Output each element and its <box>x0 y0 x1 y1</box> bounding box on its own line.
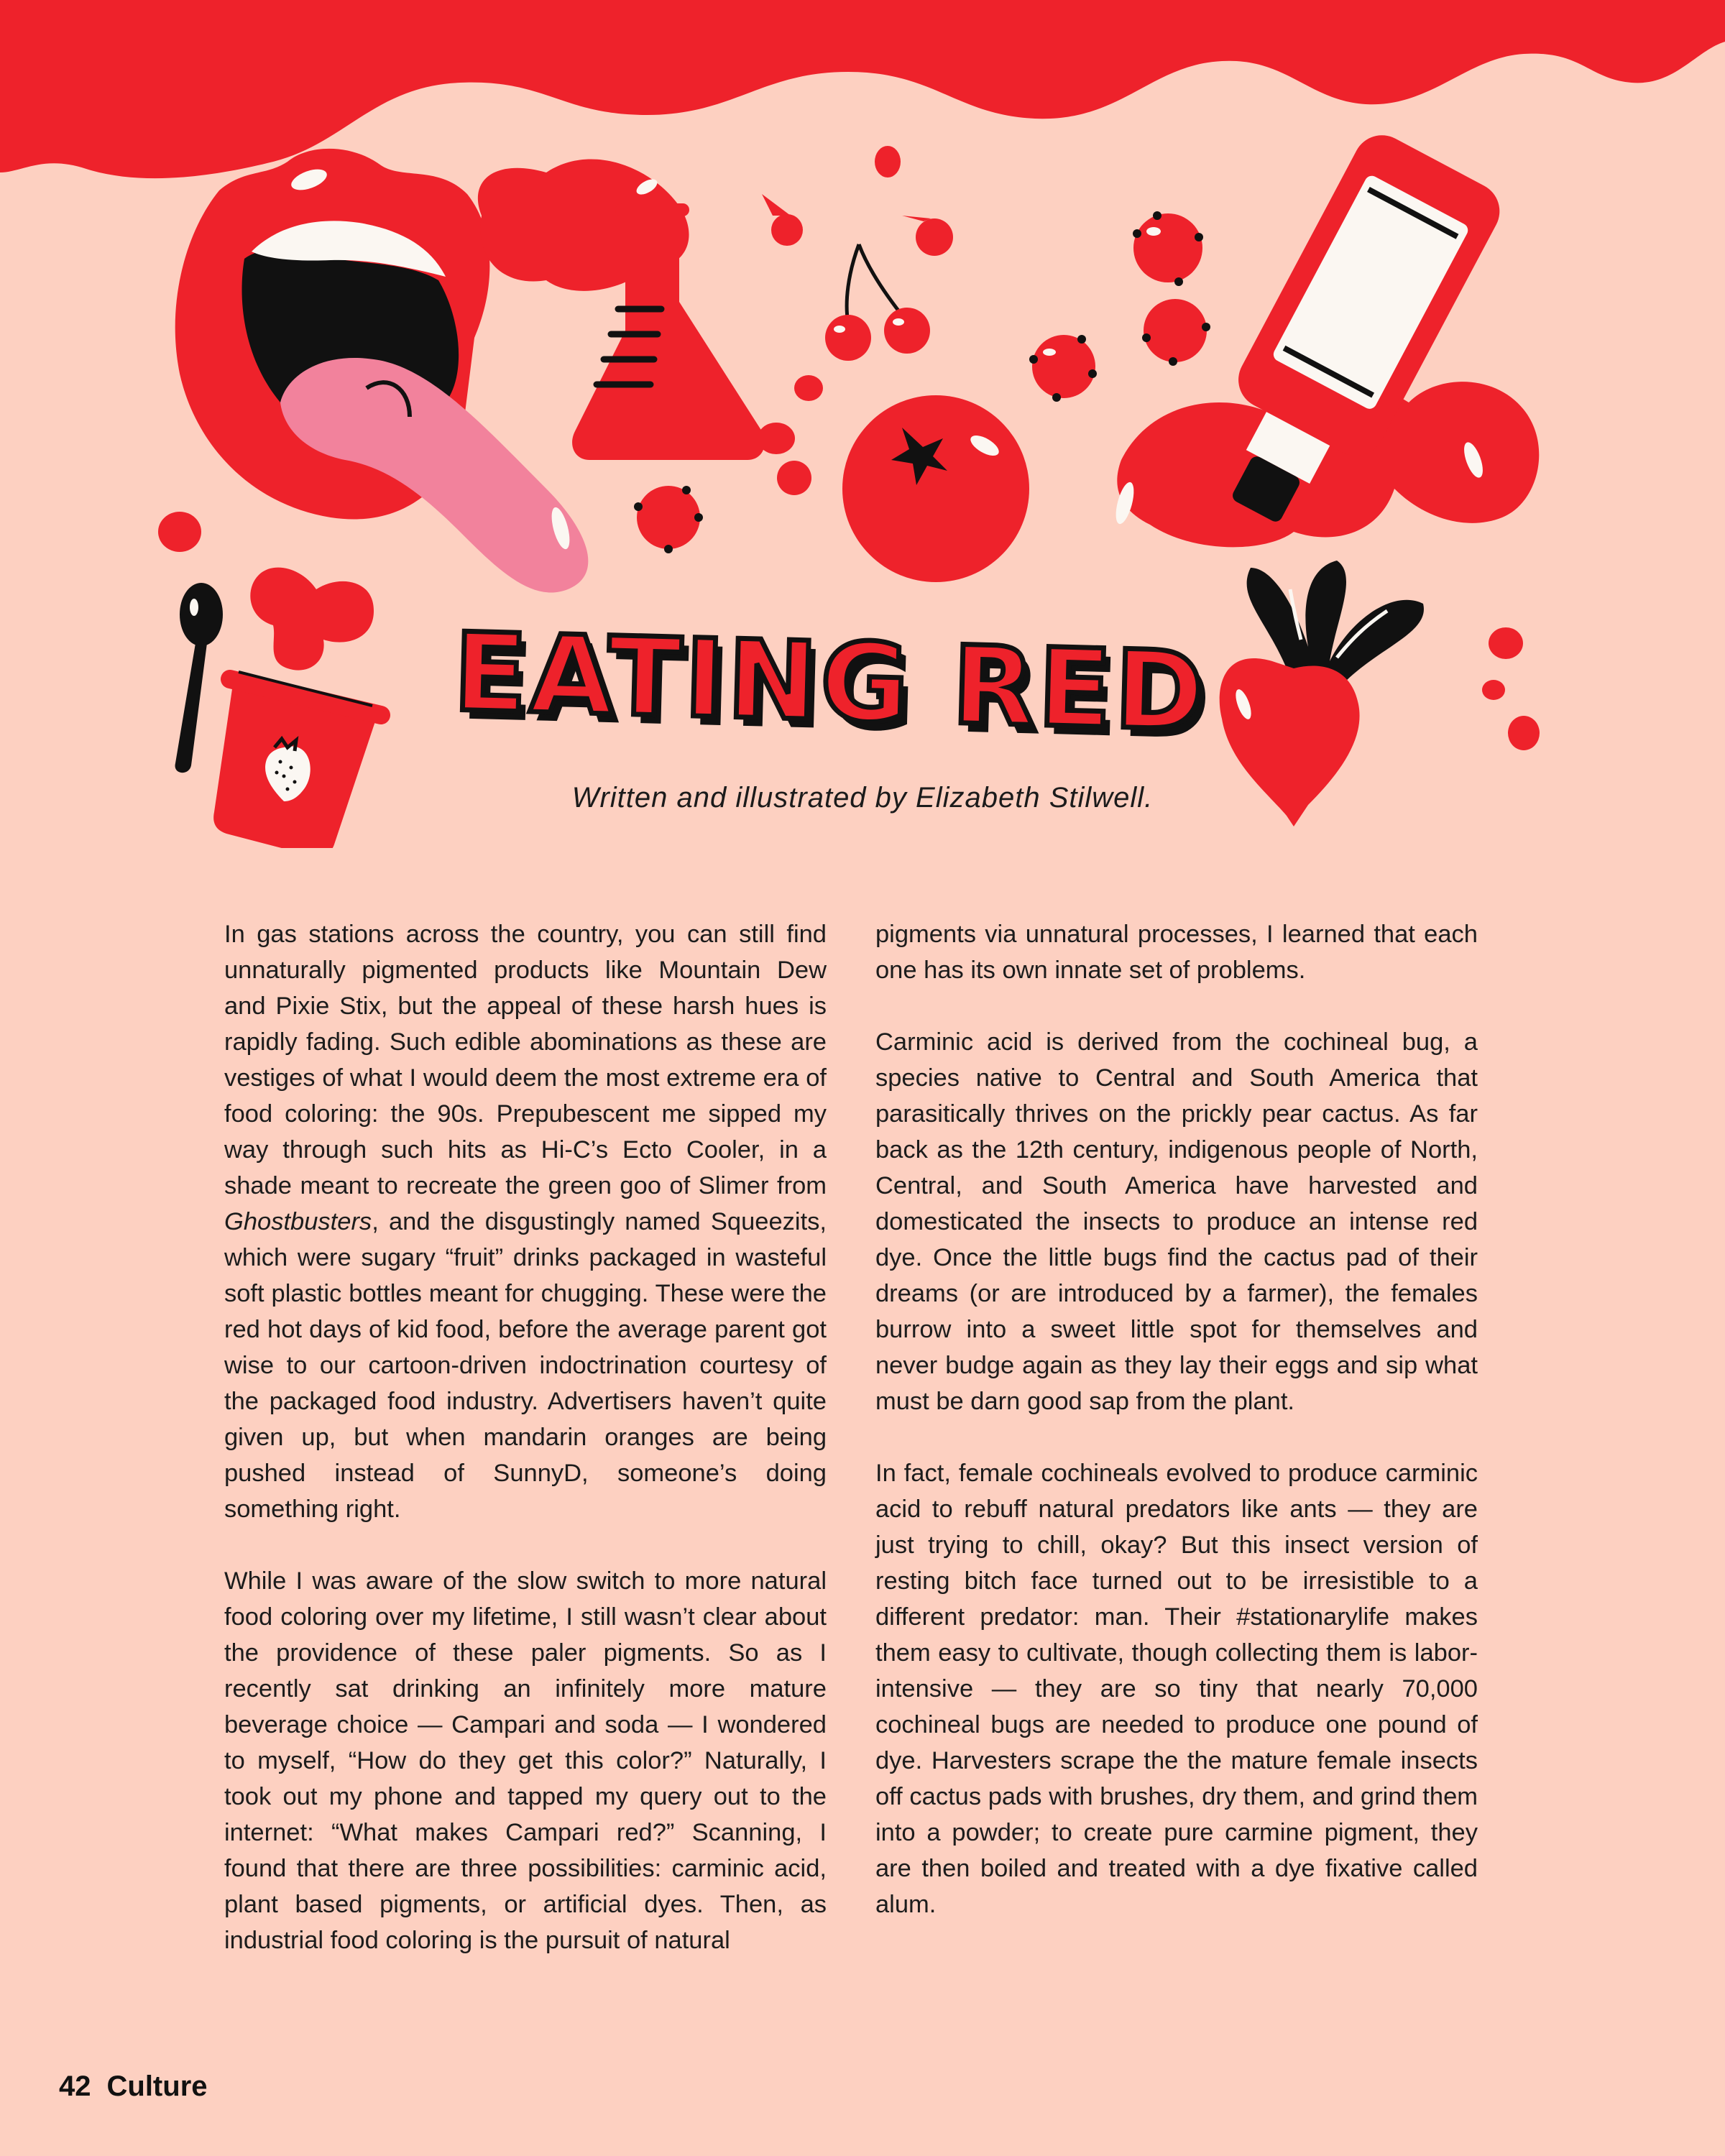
spoon-icon <box>175 583 223 773</box>
paragraph: pigments via unnatural processes, I learned that each one has its own innate set of problems. <box>875 921 1478 984</box>
drip-band <box>0 0 1725 178</box>
heart-blob <box>250 568 374 671</box>
paragraph: Carminic acid is derived from the cochineal bug, a species native to Central and South America that parasitically thrives on the prickly pear cactus. As far back as the 12th century, indigenous people of North, Central, and South America have harvested and domesticated the insects to produce an intense red dye. Once the little bugs find the cactus pad of their dreams (or are introduced by a farmer), the females burrow into a sweet little spot for themselves and never budge again as they lay their eggs and sip what must be darn good sap from the plant. <box>875 1028 1478 1415</box>
beaker-icon <box>478 159 765 460</box>
article-column-right <box>875 916 1478 1958</box>
section-name: Culture <box>106 2070 208 2102</box>
page-title: EATING RED <box>451 610 1209 755</box>
film-title: Ghostbusters <box>224 1208 372 1235</box>
yogurt-cup-icon <box>213 672 381 848</box>
page-number: 42 <box>59 2070 91 2102</box>
page-footer <box>59 2070 208 2103</box>
tomato-icon <box>842 395 1029 582</box>
byline: Written and illustrated by Elizabeth Stilwell. <box>571 782 1154 814</box>
paragraph: In fact, female cochineals evolved to produce carminic acid to rebuff natural predators like ants — they are just trying to chill, okay? But this insect version of resting bitch face turned out to be irresistible to a different predator: man. Their #stationarylife makes them easy to cultivate, though collecting them is labor-intensive — they are so tiny that nearly 70,000 cochineal bugs are needed to produce one pound of dye. Harvesters scrape the the mature female insects off cactus pads with brushes, dry them, and grind them into a powder; to create pure carmine pigment, they are then boiled and treated with a dye fixative called alum. <box>875 1460 1478 1918</box>
title-block <box>431 610 1229 762</box>
cherries-icon <box>825 244 930 361</box>
article-column-left <box>224 916 827 1994</box>
paragraph: While I was aware of the slow switch to more natural food coloring over my lifetime, I still wasn’t clear about the providence of these paler pigments. So as I recently sat drinking an infinitely more mature beverage choice — Campari and soda — I wondered to myself, “How do they get this color?” Naturally, I took out my phone and tapped my query out to the internet: “What makes Campari red?” Scanning, I found that there are three possibilities: carminic acid, plant based pigments, or artificial dyes. Then, as industrial food coloring is the pursuit of natural <box>224 1567 827 1954</box>
paragraph: In gas stations across the country, you can still find unnaturally pigmented products like Mountain Dew and Pixie Stix, but the appeal of these harsh hues is rapidly fading. Such edible abominations as these are vestiges of what I would deem the most extreme era of food coloring: the 90s. Prepubescent me sipped my way through such hits as Hi-C’s Ecto Cooler, in a shade meant to recreate the green goo of Slimer from Ghostbusters, and the disgustingly named Squeezits, which were sugary “fruit” drinks packaged in wasteful soft plastic bottles meant for chugging. These were the red hot days of kid food, before the average parent got wise to our cartoon-driven indoctrination courtesy of the packaged food industry. Advertisers haven’t quite given up, but when mandarin oranges are being pushed instead of SunnyD, someone’s doing something right. <box>224 921 827 1523</box>
